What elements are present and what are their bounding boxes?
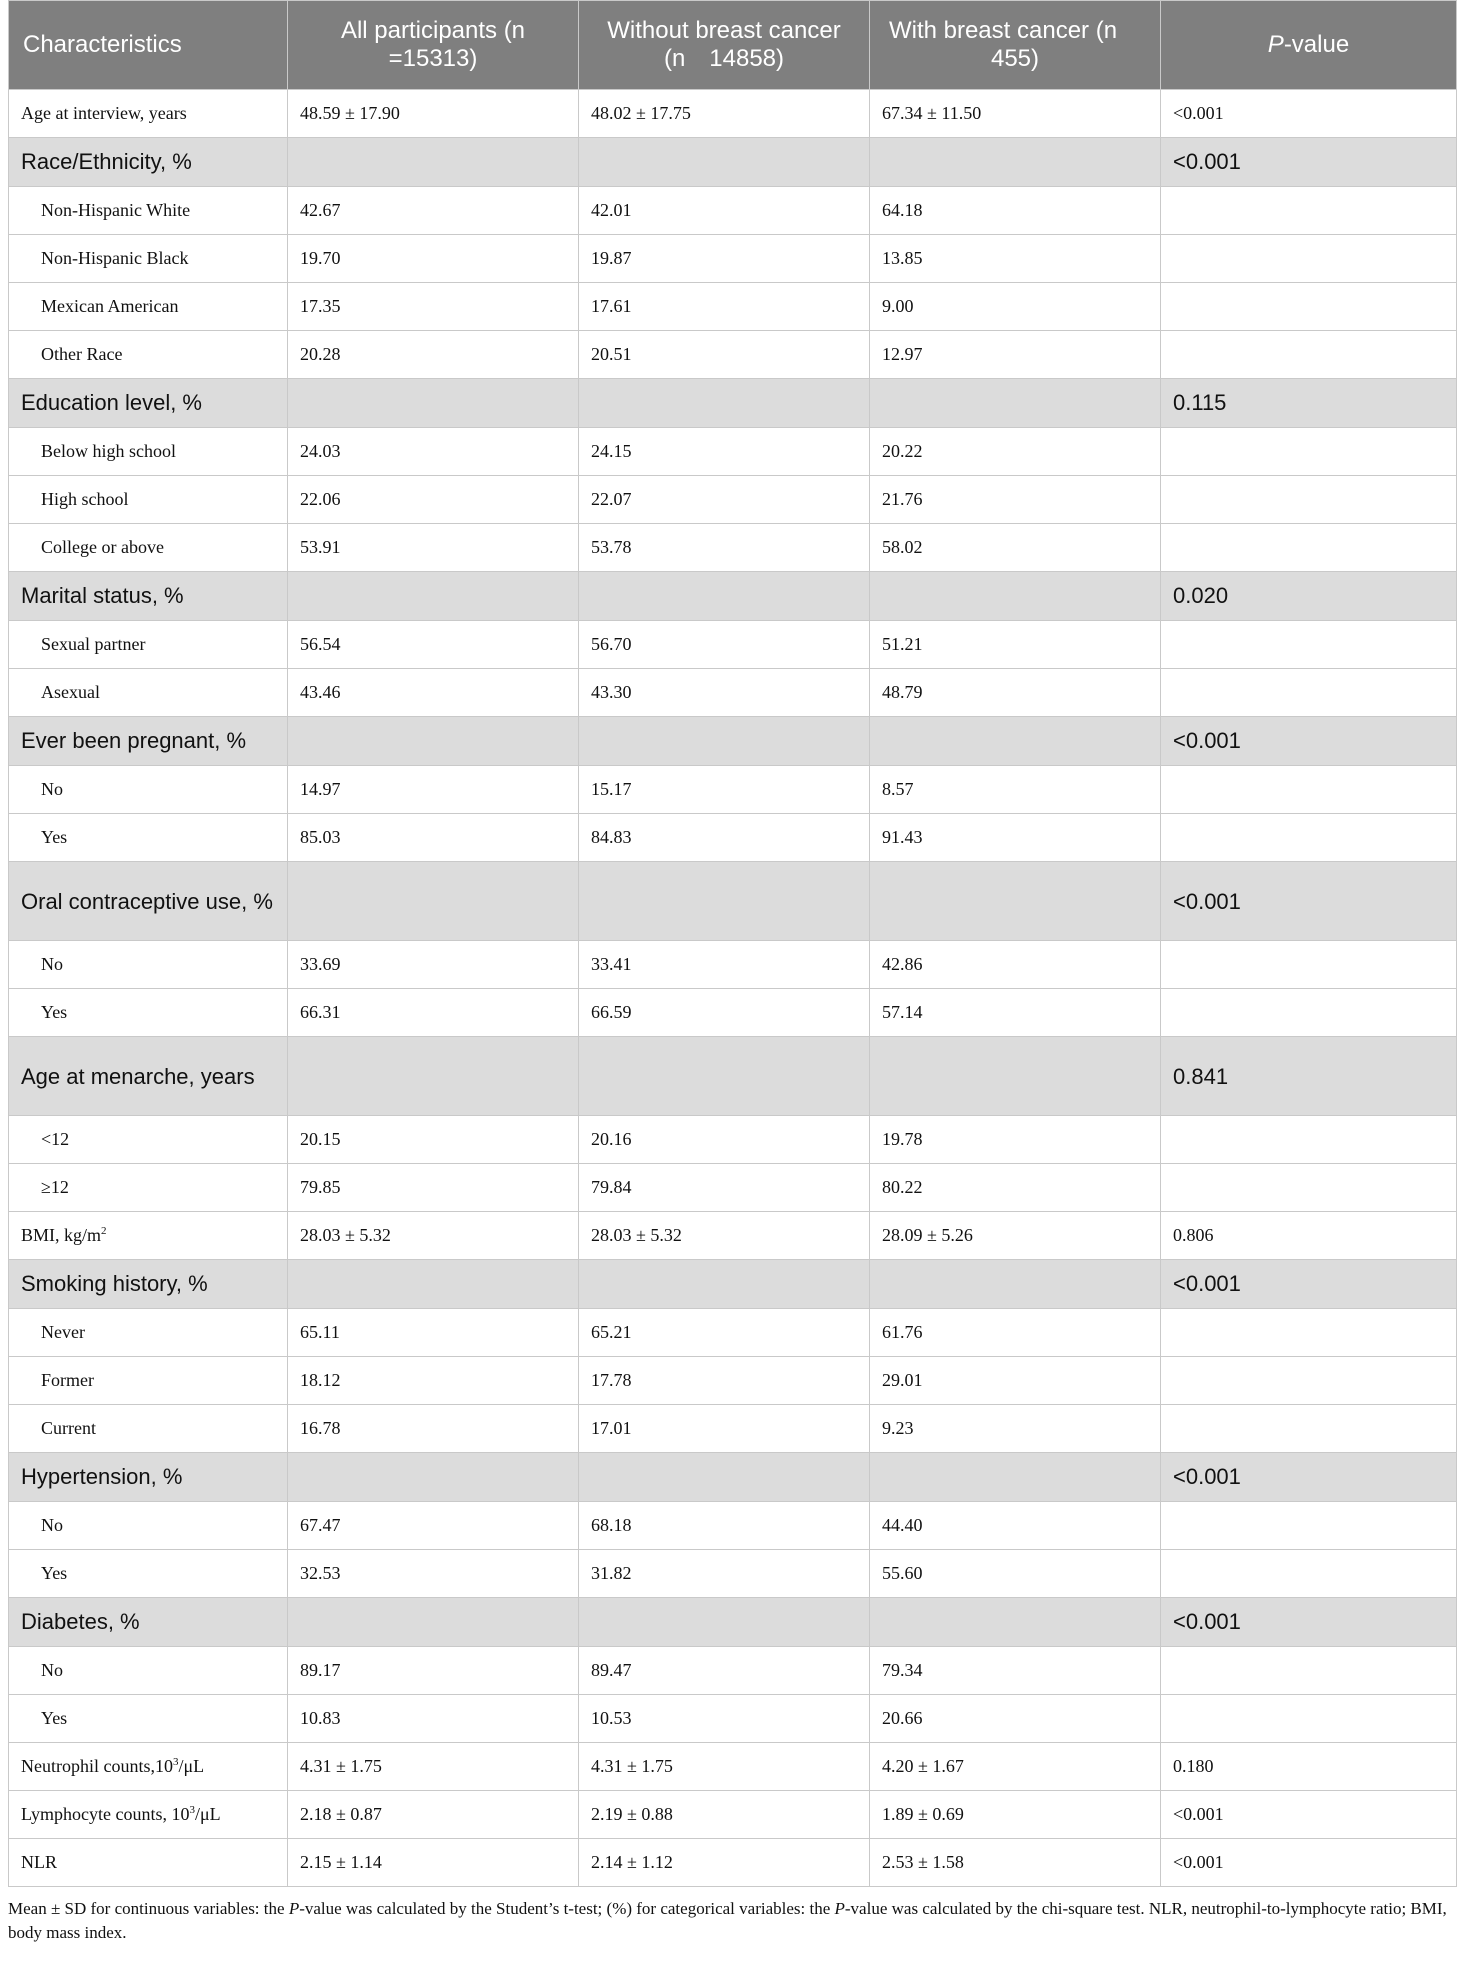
row-label-text: <12 <box>41 1129 70 1149</box>
cell-with-breast-cancer: 80.22 <box>870 1164 1161 1212</box>
table-row <box>9 1212 1457 1260</box>
cell-p-value <box>1161 1550 1457 1598</box>
row-label <box>9 1743 288 1791</box>
cell-p-value <box>1161 524 1457 572</box>
row-label <box>9 1116 288 1164</box>
cell-p-value: <0.001 <box>1161 1453 1457 1502</box>
cell-with-breast-cancer: 44.40 <box>870 1502 1161 1550</box>
row-label-text: Hypertension, % <box>21 1464 183 1489</box>
header-characteristics: Characteristics <box>9 1 288 90</box>
cell-without-breast-cancer: 2.14 ± 1.12 <box>579 1839 870 1887</box>
cell-p-value <box>1161 669 1457 717</box>
row-label-text: Age at menarche, years <box>21 1063 255 1089</box>
footnote-p1: P <box>288 1899 300 1918</box>
cell-all-participants: 20.28 <box>288 331 579 379</box>
row-label <box>9 717 288 766</box>
row-label <box>9 90 288 138</box>
cell-without-breast-cancer: 2.19 ± 0.88 <box>579 1791 870 1839</box>
row-label-text: Yes <box>41 1002 68 1022</box>
cell-with-breast-cancer: 58.02 <box>870 524 1161 572</box>
cell-p-value <box>1161 331 1457 379</box>
row-label-text: No <box>41 1515 63 1535</box>
row-label-text: Never <box>41 1322 85 1342</box>
cell-without-breast-cancer: 33.41 <box>579 941 870 989</box>
cell-with-breast-cancer: 79.34 <box>870 1647 1161 1695</box>
row-label <box>9 476 288 524</box>
table-row <box>9 1791 1457 1839</box>
row-label <box>9 621 288 669</box>
table-row <box>9 476 1457 524</box>
footnote-part1: Mean ± SD for continuous variables: the <box>8 1899 289 1918</box>
row-label <box>9 1260 288 1309</box>
row-label-unit: /μL <box>178 1756 205 1776</box>
section-row <box>9 717 1457 766</box>
cell-p-value: <0.001 <box>1161 1598 1457 1647</box>
section-row <box>9 1453 1457 1502</box>
row-label <box>9 379 288 428</box>
table-row <box>9 331 1457 379</box>
cell-p-value <box>1161 989 1457 1037</box>
row-label-text: Age at interview, years <box>21 103 187 123</box>
cell-without-breast-cancer: 66.59 <box>579 989 870 1037</box>
table-row <box>9 524 1457 572</box>
header-row <box>9 1 1457 90</box>
cell-p-value: <0.001 <box>1161 90 1457 138</box>
cell-with-breast-cancer <box>870 1453 1161 1502</box>
cell-with-breast-cancer <box>870 1598 1161 1647</box>
cell-all-participants: 14.97 <box>288 766 579 814</box>
table-row <box>9 1116 1457 1164</box>
table-row <box>9 941 1457 989</box>
table-row <box>9 814 1457 862</box>
cell-without-breast-cancer: 43.30 <box>579 669 870 717</box>
row-label-text: Non-Hispanic White <box>41 200 191 220</box>
cell-all-participants: 66.31 <box>288 989 579 1037</box>
cell-with-breast-cancer: 42.86 <box>870 941 1161 989</box>
cell-with-breast-cancer: 29.01 <box>870 1357 1161 1405</box>
cell-all-participants: 32.53 <box>288 1550 579 1598</box>
cell-without-breast-cancer <box>579 1453 870 1502</box>
row-label-text: Yes <box>41 1563 68 1583</box>
cell-without-breast-cancer: 20.51 <box>579 331 870 379</box>
cell-p-value <box>1161 187 1457 235</box>
cell-p-value <box>1161 476 1457 524</box>
row-label-text: Ever been pregnant, % <box>21 728 247 753</box>
cell-p-value: 0.806 <box>1161 1212 1457 1260</box>
footnote-p2: P <box>834 1899 845 1918</box>
cell-with-breast-cancer: 51.21 <box>870 621 1161 669</box>
row-label-text: Mexican American <box>41 296 179 316</box>
table-row <box>9 1502 1457 1550</box>
cell-all-participants: 2.18 ± 0.87 <box>288 1791 579 1839</box>
section-row <box>9 1260 1457 1309</box>
cell-all-participants: 10.83 <box>288 1695 579 1743</box>
cell-without-breast-cancer <box>579 138 870 187</box>
cell-with-breast-cancer <box>870 138 1161 187</box>
row-label <box>9 235 288 283</box>
row-label-text: Non-Hispanic Black <box>41 248 189 268</box>
cell-with-breast-cancer: 91.43 <box>870 814 1161 862</box>
cell-p-value <box>1161 1357 1457 1405</box>
table-row <box>9 1309 1457 1357</box>
cell-all-participants: 65.11 <box>288 1309 579 1357</box>
table-row <box>9 1695 1457 1743</box>
cell-all-participants <box>288 379 579 428</box>
row-label <box>9 1598 288 1647</box>
cell-all-participants <box>288 1037 579 1116</box>
cell-with-breast-cancer: 4.20 ± 1.67 <box>870 1743 1161 1791</box>
table-row <box>9 621 1457 669</box>
cell-without-breast-cancer: 17.61 <box>579 283 870 331</box>
table-row <box>9 1357 1457 1405</box>
cell-with-breast-cancer: 61.76 <box>870 1309 1161 1357</box>
table-row <box>9 989 1457 1037</box>
table-row <box>9 669 1457 717</box>
cell-p-value <box>1161 1309 1457 1357</box>
row-label-text: High school <box>41 489 129 509</box>
row-label <box>9 1037 288 1116</box>
table-row <box>9 90 1457 138</box>
row-label-text: Lymphocyte counts, 10 <box>21 1804 190 1824</box>
cell-p-value: 0.180 <box>1161 1743 1457 1791</box>
cell-p-value: <0.001 <box>1161 1839 1457 1887</box>
row-label-text: Diabetes, % <box>21 1609 140 1634</box>
table-row <box>9 283 1457 331</box>
cell-with-breast-cancer: 9.00 <box>870 283 1161 331</box>
cell-without-breast-cancer <box>579 717 870 766</box>
row-label-text: Race/Ethnicity, % <box>21 149 192 174</box>
cell-p-value: 0.841 <box>1161 1037 1457 1116</box>
row-label <box>9 524 288 572</box>
cell-without-breast-cancer <box>579 379 870 428</box>
row-label <box>9 1695 288 1743</box>
row-label-text: Education level, % <box>21 390 202 415</box>
cell-with-breast-cancer <box>870 379 1161 428</box>
cell-all-participants: 79.85 <box>288 1164 579 1212</box>
table-row <box>9 235 1457 283</box>
row-label <box>9 283 288 331</box>
cell-without-breast-cancer: 15.17 <box>579 766 870 814</box>
table-row <box>9 1743 1457 1791</box>
cell-without-breast-cancer: 31.82 <box>579 1550 870 1598</box>
cell-with-breast-cancer: 64.18 <box>870 187 1161 235</box>
cell-p-value: <0.001 <box>1161 717 1457 766</box>
cell-all-participants: 43.46 <box>288 669 579 717</box>
cell-all-participants <box>288 138 579 187</box>
row-label-text: No <box>41 779 63 799</box>
section-row <box>9 572 1457 621</box>
row-label-superscript: 2 <box>101 1225 107 1237</box>
cell-p-value <box>1161 1502 1457 1550</box>
cell-with-breast-cancer <box>870 862 1161 941</box>
table-row <box>9 1164 1457 1212</box>
cell-without-breast-cancer: 4.31 ± 1.75 <box>579 1743 870 1791</box>
cell-all-participants: 16.78 <box>288 1405 579 1453</box>
cell-without-breast-cancer <box>579 1260 870 1309</box>
cell-without-breast-cancer: 89.47 <box>579 1647 870 1695</box>
row-label <box>9 138 288 187</box>
cell-without-breast-cancer <box>579 1598 870 1647</box>
table-row <box>9 1839 1457 1887</box>
cell-with-breast-cancer: 28.09 ± 5.26 <box>870 1212 1161 1260</box>
cell-with-breast-cancer: 67.34 ± 11.50 <box>870 90 1161 138</box>
cell-without-breast-cancer: 20.16 <box>579 1116 870 1164</box>
cell-all-participants <box>288 572 579 621</box>
cell-without-breast-cancer <box>579 862 870 941</box>
cell-without-breast-cancer: 84.83 <box>579 814 870 862</box>
cell-all-participants: 19.70 <box>288 235 579 283</box>
cell-p-value <box>1161 814 1457 862</box>
cell-with-breast-cancer: 1.89 ± 0.69 <box>870 1791 1161 1839</box>
cell-without-breast-cancer: 56.70 <box>579 621 870 669</box>
cell-without-breast-cancer: 22.07 <box>579 476 870 524</box>
cell-all-participants <box>288 1453 579 1502</box>
table-footnote <box>8 1897 1448 1945</box>
cell-with-breast-cancer <box>870 1037 1161 1116</box>
table-row <box>9 428 1457 476</box>
cell-p-value: <0.001 <box>1161 1260 1457 1309</box>
cell-without-breast-cancer: 17.01 <box>579 1405 870 1453</box>
row-label-unit: /μL <box>194 1804 221 1824</box>
cell-with-breast-cancer <box>870 572 1161 621</box>
row-label-text: Yes <box>41 827 68 847</box>
cell-all-participants <box>288 1598 579 1647</box>
row-label-text: No <box>41 1660 63 1680</box>
cell-all-participants: 89.17 <box>288 1647 579 1695</box>
cell-without-breast-cancer <box>579 1037 870 1116</box>
row-label <box>9 862 288 941</box>
row-label <box>9 766 288 814</box>
cell-without-breast-cancer: 48.02 ± 17.75 <box>579 90 870 138</box>
header-without-breast-cancer: Without breast cancer (n 14858) <box>579 1 870 90</box>
row-label-text: Oral contraceptive use, % <box>21 888 273 914</box>
table-row <box>9 1647 1457 1695</box>
cell-p-value <box>1161 1647 1457 1695</box>
row-label-text: College or above <box>41 537 164 557</box>
row-label <box>9 331 288 379</box>
cell-without-breast-cancer: 53.78 <box>579 524 870 572</box>
cell-all-participants: 20.15 <box>288 1116 579 1164</box>
row-label <box>9 1839 288 1887</box>
cell-p-value <box>1161 621 1457 669</box>
table-body <box>9 90 1457 1887</box>
row-label <box>9 989 288 1037</box>
row-label-superscript: 3 <box>189 1804 195 1816</box>
cell-p-value: 0.115 <box>1161 379 1457 428</box>
cell-without-breast-cancer <box>579 572 870 621</box>
cell-with-breast-cancer: 21.76 <box>870 476 1161 524</box>
cell-all-participants: 42.67 <box>288 187 579 235</box>
cell-with-breast-cancer: 8.57 <box>870 766 1161 814</box>
header-p-italic: P <box>1267 31 1284 58</box>
footnote-part3: -value was calculated by the chi-square test. NLR, neutrophil-to-lymphocyte ratio; BMI, body mass index. <box>8 1899 1447 1942</box>
table-container <box>8 0 1456 1945</box>
cell-without-breast-cancer: 68.18 <box>579 1502 870 1550</box>
cell-without-breast-cancer: 17.78 <box>579 1357 870 1405</box>
cell-all-participants <box>288 862 579 941</box>
cell-p-value <box>1161 235 1457 283</box>
row-label-text: Marital status, % <box>21 583 184 608</box>
cell-p-value <box>1161 941 1457 989</box>
cell-without-breast-cancer: 28.03 ± 5.32 <box>579 1212 870 1260</box>
cell-all-participants: 67.47 <box>288 1502 579 1550</box>
row-label-text: Yes <box>41 1708 68 1728</box>
cell-p-value <box>1161 1164 1457 1212</box>
row-label-text: No <box>41 954 63 974</box>
cell-with-breast-cancer: 12.97 <box>870 331 1161 379</box>
table-row <box>9 1550 1457 1598</box>
cell-without-breast-cancer: 19.87 <box>579 235 870 283</box>
row-label <box>9 669 288 717</box>
row-label <box>9 1212 288 1260</box>
header-p-value <box>1161 1 1457 90</box>
cell-all-participants: 56.54 <box>288 621 579 669</box>
section-row <box>9 379 1457 428</box>
row-label-text: ≥12 <box>41 1177 69 1197</box>
cell-without-breast-cancer: 24.15 <box>579 428 870 476</box>
row-label <box>9 1357 288 1405</box>
table-row <box>9 187 1457 235</box>
header-p-rest: -value <box>1283 31 1350 58</box>
cell-all-participants: 22.06 <box>288 476 579 524</box>
cell-all-participants: 48.59 ± 17.90 <box>288 90 579 138</box>
section-row <box>9 1037 1457 1116</box>
cell-all-participants <box>288 1260 579 1309</box>
cell-p-value <box>1161 283 1457 331</box>
cell-p-value: <0.001 <box>1161 138 1457 187</box>
section-row <box>9 138 1457 187</box>
row-label <box>9 1647 288 1695</box>
cell-all-participants: 33.69 <box>288 941 579 989</box>
cell-all-participants: 53.91 <box>288 524 579 572</box>
cell-all-participants: 4.31 ± 1.75 <box>288 1743 579 1791</box>
cell-without-breast-cancer: 65.21 <box>579 1309 870 1357</box>
row-label-text: Smoking history, % <box>21 1271 208 1296</box>
cell-without-breast-cancer: 79.84 <box>579 1164 870 1212</box>
row-label <box>9 1550 288 1598</box>
cell-all-participants: 28.03 ± 5.32 <box>288 1212 579 1260</box>
footnote-part2: -value was calculated by the Student’s t-test; (%) for categorical variables: the <box>299 1899 835 1918</box>
table-row <box>9 1405 1457 1453</box>
cell-without-breast-cancer: 10.53 <box>579 1695 870 1743</box>
cell-with-breast-cancer: 48.79 <box>870 669 1161 717</box>
cell-p-value <box>1161 428 1457 476</box>
cell-p-value <box>1161 1405 1457 1453</box>
row-label <box>9 1164 288 1212</box>
cell-p-value <box>1161 766 1457 814</box>
cell-without-breast-cancer: 42.01 <box>579 187 870 235</box>
header-all-participants: All participants (n =15313) <box>288 1 579 90</box>
row-label-text: Former <box>41 1370 94 1390</box>
cell-all-participants: 2.15 ± 1.14 <box>288 1839 579 1887</box>
row-label <box>9 1405 288 1453</box>
row-label-text: NLR <box>21 1852 57 1872</box>
row-label-text: Current <box>41 1418 96 1438</box>
row-label <box>9 1309 288 1357</box>
row-label <box>9 187 288 235</box>
cell-with-breast-cancer <box>870 717 1161 766</box>
table-row <box>9 766 1457 814</box>
cell-with-breast-cancer: 20.22 <box>870 428 1161 476</box>
cell-all-participants: 18.12 <box>288 1357 579 1405</box>
row-label <box>9 1453 288 1502</box>
row-label-text: Neutrophil counts,10 <box>21 1756 173 1776</box>
cell-with-breast-cancer: 2.53 ± 1.58 <box>870 1839 1161 1887</box>
header-with-breast-cancer: With breast cancer (n 455) <box>870 1 1161 90</box>
cell-p-value: <0.001 <box>1161 862 1457 941</box>
cell-p-value <box>1161 1116 1457 1164</box>
cell-with-breast-cancer: 13.85 <box>870 235 1161 283</box>
cell-all-participants: 17.35 <box>288 283 579 331</box>
row-label <box>9 428 288 476</box>
row-label <box>9 1791 288 1839</box>
cell-p-value: 0.020 <box>1161 572 1457 621</box>
cell-p-value <box>1161 1695 1457 1743</box>
cell-all-participants <box>288 717 579 766</box>
characteristics-table <box>8 0 1457 1887</box>
row-label-superscript: 3 <box>172 1756 179 1768</box>
row-label-text: Sexual partner <box>41 634 146 654</box>
row-label <box>9 1502 288 1550</box>
cell-with-breast-cancer: 9.23 <box>870 1405 1161 1453</box>
section-row <box>9 1598 1457 1647</box>
cell-all-participants: 24.03 <box>288 428 579 476</box>
row-label <box>9 814 288 862</box>
cell-p-value: <0.001 <box>1161 1791 1457 1839</box>
row-label-text: Other Race <box>41 344 123 364</box>
row-label-text: Below high school <box>41 441 176 461</box>
row-label <box>9 941 288 989</box>
cell-with-breast-cancer: 55.60 <box>870 1550 1161 1598</box>
section-row <box>9 862 1457 941</box>
row-label-text: Asexual <box>41 682 100 702</box>
cell-with-breast-cancer: 20.66 <box>870 1695 1161 1743</box>
cell-all-participants: 85.03 <box>288 814 579 862</box>
row-label <box>9 572 288 621</box>
cell-with-breast-cancer: 19.78 <box>870 1116 1161 1164</box>
row-label-text: BMI, kg/m <box>21 1225 102 1245</box>
cell-with-breast-cancer: 57.14 <box>870 989 1161 1037</box>
cell-with-breast-cancer <box>870 1260 1161 1309</box>
